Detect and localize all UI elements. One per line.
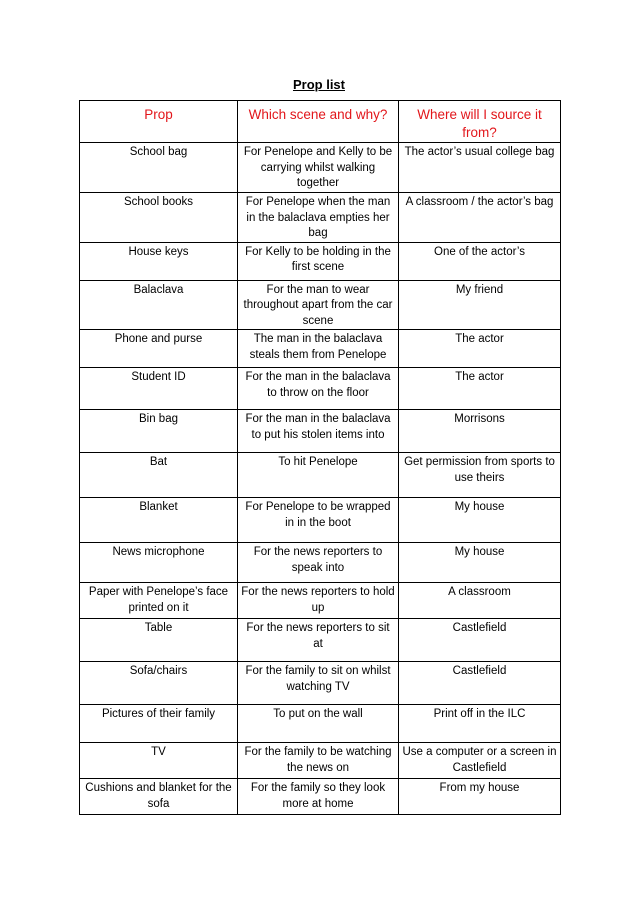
cell-prop: Cushions and blanket for the sofa [80, 779, 238, 815]
cell-scene: For the family to be watching the news on [238, 743, 399, 779]
cell-scene: For the man to wear throughout apart from the car scene [238, 280, 399, 330]
cell-source: Castlefield [399, 662, 561, 705]
cell-source: A classroom [399, 583, 561, 619]
cell-scene: For the family to sit on whilst watching TV [238, 662, 399, 705]
cell-prop: School bag [80, 143, 238, 193]
cell-source: The actor [399, 368, 561, 410]
page-title: Prop list [292, 77, 345, 92]
table-row [80, 368, 561, 410]
cell-source: Morrisons [399, 410, 561, 453]
table-row [80, 705, 561, 743]
table-row [80, 498, 561, 543]
cell-prop: Phone and purse [80, 330, 238, 368]
cell-prop: TV [80, 743, 238, 779]
table-row [80, 779, 561, 815]
cell-scene: For the news reporters to speak into [238, 543, 399, 583]
cell-source: Castlefield [399, 619, 561, 662]
cell-source: A classroom / the actor’s bag [399, 193, 561, 243]
cell-scene: For Penelope to be wrapped in in the boot [238, 498, 399, 543]
table-row [80, 583, 561, 619]
cell-prop: Paper with Penelope’s face printed on it [80, 583, 238, 619]
cell-source: The actor [399, 330, 561, 368]
cell-scene: For Kelly to be holding in the first scene [238, 242, 399, 280]
table-row [80, 743, 561, 779]
table-row [80, 453, 561, 498]
cell-scene: For the man in the balaclava to put his stolen items into [238, 410, 399, 453]
cell-source: Get permission from sports to use theirs [399, 453, 561, 498]
table-row [80, 193, 561, 243]
cell-prop: School books [80, 193, 238, 243]
cell-scene: The man in the balaclava steals them from Penelope [238, 330, 399, 368]
table-row [80, 280, 561, 330]
cell-source: My friend [399, 280, 561, 330]
cell-scene: For Penelope and Kelly to be carrying whilst walking together [238, 143, 399, 193]
cell-prop: Blanket [80, 498, 238, 543]
table-header-row [80, 101, 561, 143]
cell-scene: For the family so they look more at home [238, 779, 399, 815]
cell-source: One of the actor’s [399, 242, 561, 280]
table-row [80, 330, 561, 368]
cell-scene: For the news reporters to hold up [238, 583, 399, 619]
cell-prop: Pictures of their family [80, 705, 238, 743]
table-row [80, 662, 561, 705]
cell-source: Print off in the ILC [399, 705, 561, 743]
cell-prop: Sofa/chairs [80, 662, 238, 705]
table-row [80, 143, 561, 193]
column-header-prop: Prop [80, 101, 238, 143]
cell-scene: To put on the wall [238, 705, 399, 743]
cell-prop: House keys [80, 242, 238, 280]
cell-source: The actor’s usual college bag [399, 143, 561, 193]
table-row [80, 619, 561, 662]
cell-scene: To hit Penelope [238, 453, 399, 498]
cell-scene: For Penelope when the man in the balaclava empties her bag [238, 193, 399, 243]
cell-source: My house [399, 543, 561, 583]
cell-scene: For the man in the balaclava to throw on the floor [238, 368, 399, 410]
column-header-scene: Which scene and why? [238, 101, 399, 143]
cell-source: Use a computer or a screen in Castlefield [399, 743, 561, 779]
cell-prop: Table [80, 619, 238, 662]
table-row [80, 543, 561, 583]
cell-prop: Bat [80, 453, 238, 498]
table-row [80, 410, 561, 453]
column-header-source: Where will I source it from? [399, 101, 561, 143]
cell-prop: Student ID [80, 368, 238, 410]
cell-prop: Bin bag [80, 410, 238, 453]
cell-source: From my house [399, 779, 561, 815]
table-row [80, 242, 561, 280]
cell-source: My house [399, 498, 561, 543]
cell-prop: Balaclava [80, 280, 238, 330]
cell-prop: News microphone [80, 543, 238, 583]
prop-table [79, 100, 561, 815]
cell-scene: For the news reporters to sit at [238, 619, 399, 662]
